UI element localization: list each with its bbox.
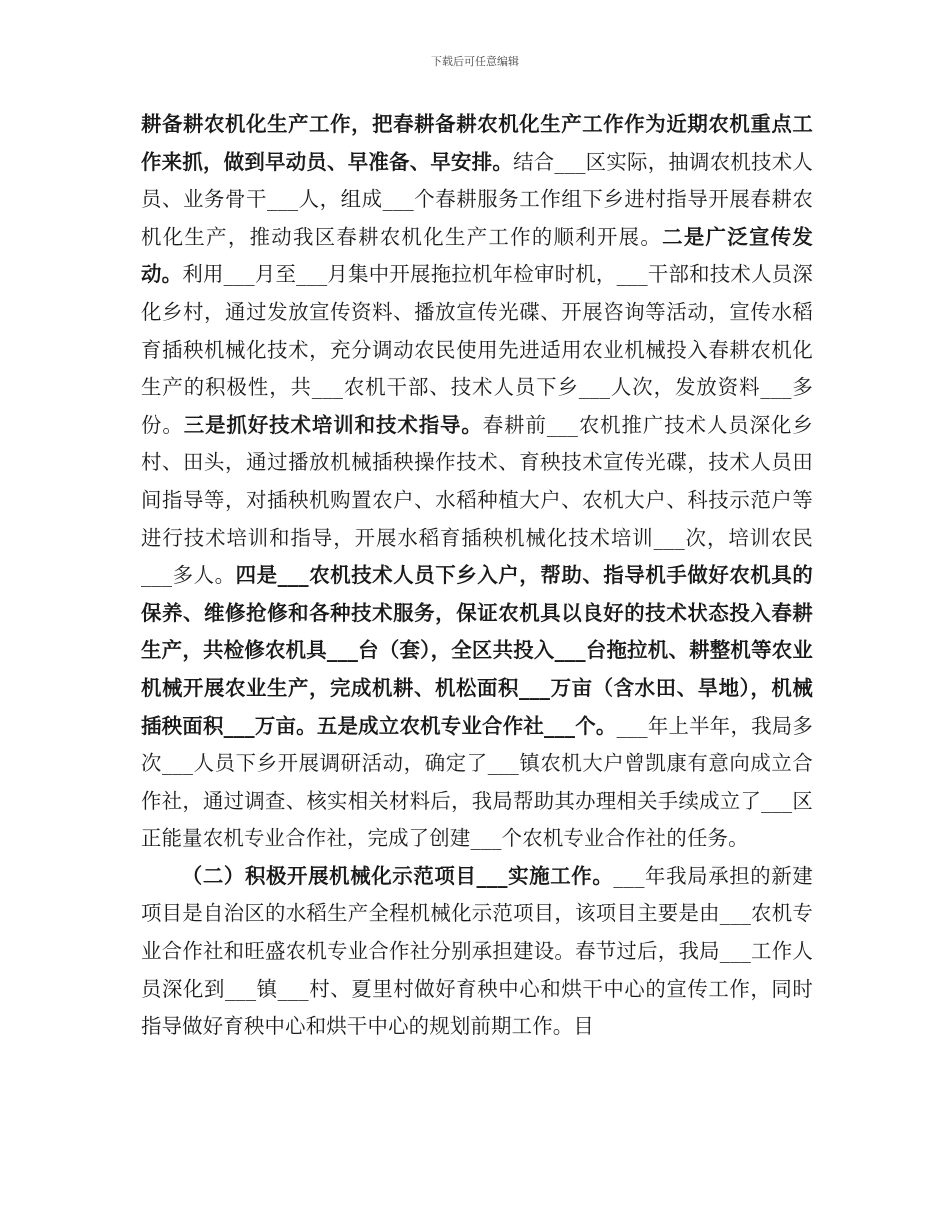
document-body xyxy=(141,106,813,1046)
text-segment: 春耕前___农机推广技术人员深化乡村、田头，通过播放机械插秧操作技术、育秧技术宣传光碟，技术人员田间指导等，对插秧机购置农户、水稻种植大户、农机大户、科技示范户等进行技术培训和指导，开展水稻育插秧机械化技术培训___次，培训农民___多人。 xyxy=(141,412,814,588)
text-segment: ___年上半年，我局多次___人员下乡开展调研活动，确定了___镇农机大户曾凯康有意向成立合作社，通过调查、核实相关材料后，我局帮助其办理相关手续成立了___区正能量农机专业合作社，完成了创建___个农机专业合作社的任务。 xyxy=(141,713,813,851)
text-segment: （二）积极开展机械化示范项目___实施工作。 xyxy=(181,863,614,888)
text-segment: ___年我局承担的新建项目是自治区的水稻生产全程机械化示范项目，该项目主要是由___农机专业合作社和旺盛农机专业合作社分别承担建设。春节过后，我局___工作人员深化到___镇___村、夏里村做好育秧中心和烘干中心的宣传工作，同时指导做好育秧中心和烘干中心的规划前期工作。目 xyxy=(141,863,813,1039)
text-segment: 三是抓好技术培训和技术指导。 xyxy=(183,412,483,437)
text-segment: 结合___区实际，抽调农机技术人员、业务骨干___人，组成___个春耕服务工作组下乡进村指导开展春耕农机化生产，推动我区春耕农机化生产工作的顺利开展。 xyxy=(141,149,813,249)
paragraph-1 xyxy=(141,106,813,858)
paragraph-2 xyxy=(141,858,813,1046)
text-segment: 四是___农机技术人员下乡入户，帮助、指导机手做好农机具的保养、维修抢修和各种技术服务，保证农机具以良好的技术状态投入春耕生产，共检修农机具___台（套），全区共投入___台拖拉机、耕整机等农业机械开展农业生产，完成机耕、机松面积___万亩（含水田、旱地），机械插秧面积___万亩。五是成立农机专业合作社___个。 xyxy=(141,563,813,738)
text-segment: 利用___月至___月集中开展拖拉机年检审时机，___干部和技术人员深化乡村，通过发放宣传资料、播放宣传光碟、开展咨询等活动，宣传水稻育插秧机械化技术，充分调动农民使用先进适用农业机械投入春耕农机化生产的积极性，共___农机干部、技术人员下乡___人次，发放资料___多份。 xyxy=(141,262,813,437)
text-segment: 二是广泛宣传发动。 xyxy=(141,224,813,287)
text-segment: 耕备耕农机化生产工作，把春耕备耕农机化生产工作作为近期农机重点工作来抓，做到早动员、早准备、早安排。 xyxy=(141,112,813,174)
page-header: 下载后可任意编辑 xyxy=(431,55,519,68)
